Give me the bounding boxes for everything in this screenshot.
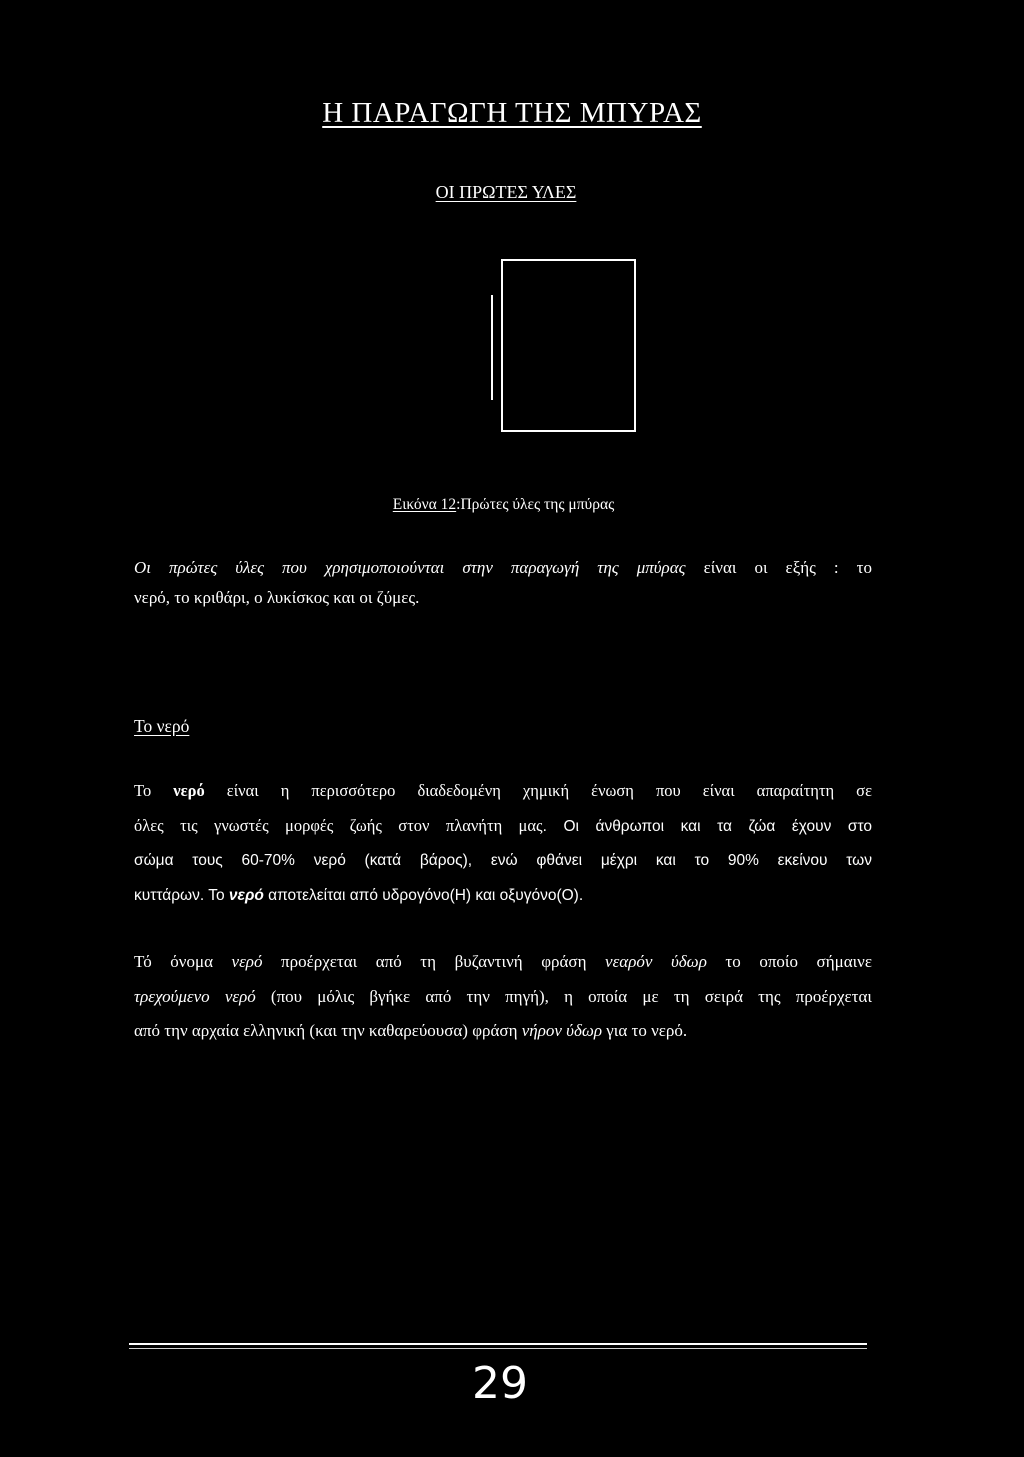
intro-paragraph — [134, 553, 872, 613]
figure-placeholder — [501, 259, 636, 432]
water-p2-line-2 — [134, 980, 872, 1015]
water-p1-line-1 — [134, 774, 872, 809]
figure-caption — [0, 496, 1007, 514]
water-p1-l2-b: . Οι άνθρωποι και τα ζώα έχουν στο — [542, 817, 873, 835]
water-p2-l2-rest: (που μόλις βγήκε από την πηγή), η οποία με τη σειρά της προέρχεται — [255, 986, 872, 1006]
page-title: Η ΠΑΡΑΓΩΓΗ ΤΗΣ ΜΠΥΡΑΣ — [322, 97, 702, 129]
water-p1-l1-a: Το — [134, 781, 174, 800]
water-p1-l4-a: κυττάρων. Το — [134, 886, 229, 904]
section-title: ΟΙ ΠΡΩΤΕΣ ΥΛΕΣ — [435, 182, 577, 202]
water-p2-line-3 — [134, 1014, 872, 1049]
water-p2-l3-b: για το νερό. — [602, 1021, 688, 1040]
water-p2-l1-a: Τό όνομα — [134, 952, 232, 971]
water-p2-l1-c: το οποίο σήμαινε — [706, 952, 873, 971]
figure-caption-text: :Πρώτες ύλες της μπύρας — [456, 496, 615, 513]
water-p1-line-2 — [134, 809, 872, 845]
water-p2-l1-italic-1: νερό — [231, 952, 263, 971]
water-p1-l2-a: όλες τις γνωστές μορφές ζωής στον πλανήτη μας — [134, 815, 543, 835]
water-p1-l4-b: αποτελείται από υδρογόνο(Η) και οξυγόνο(Ο). — [263, 886, 584, 904]
intro-line-1 — [134, 553, 872, 583]
water-p1-l1-bold: νερό — [173, 781, 205, 800]
figure-edge-mark — [491, 295, 493, 400]
water-paragraph-1 — [134, 774, 872, 913]
water-p1-l4-italic: νερό — [228, 886, 264, 904]
figure-caption-label: Εικόνα 12 — [392, 496, 457, 513]
footer-divider-thin — [129, 1348, 867, 1349]
water-p2-l3-a: από την αρχαία ελληνική (και την καθαρεύουσα) φράση — [134, 1021, 522, 1040]
water-p2-line-1 — [134, 945, 872, 980]
intro-line-2: νερό, το κριθάρι, ο λυκίσκος και οι ζύμες. — [134, 588, 420, 607]
water-p1-l1-b: είναι η περισσότερο διαδεδομένη χημική ένωση που είναι απαραίτητη σε — [204, 781, 872, 800]
water-p2-l3-italic: νήρον ύδωρ — [521, 1021, 603, 1040]
water-p1-line-3: σώμα τους 60-70% νερό (κατά βάρος), ενώ φθάνει μέχρι και το 90% εκείνου των — [134, 852, 872, 869]
intro-italic-text: Οι πρώτες ύλες που χρησιμοποιούνται στην παραγωγή της μπύρας — [134, 558, 686, 577]
section-heading-water: Το νερό — [134, 716, 190, 736]
intro-line-1-rest: είναι οι εξής : το — [685, 558, 872, 577]
water-paragraph-2 — [134, 945, 872, 1049]
water-p2-l1-b: προέρχεται από τη βυζαντινή φράση — [262, 952, 606, 971]
footer-divider — [129, 1343, 867, 1345]
water-p2-l1-italic-2: νεαρόν ύδωρ — [605, 952, 707, 971]
water-p2-l2-italic: τρεχούμενο νερό — [134, 986, 256, 1006]
water-p1-line-4 — [134, 879, 872, 914]
page-number: 29 — [472, 1358, 528, 1409]
